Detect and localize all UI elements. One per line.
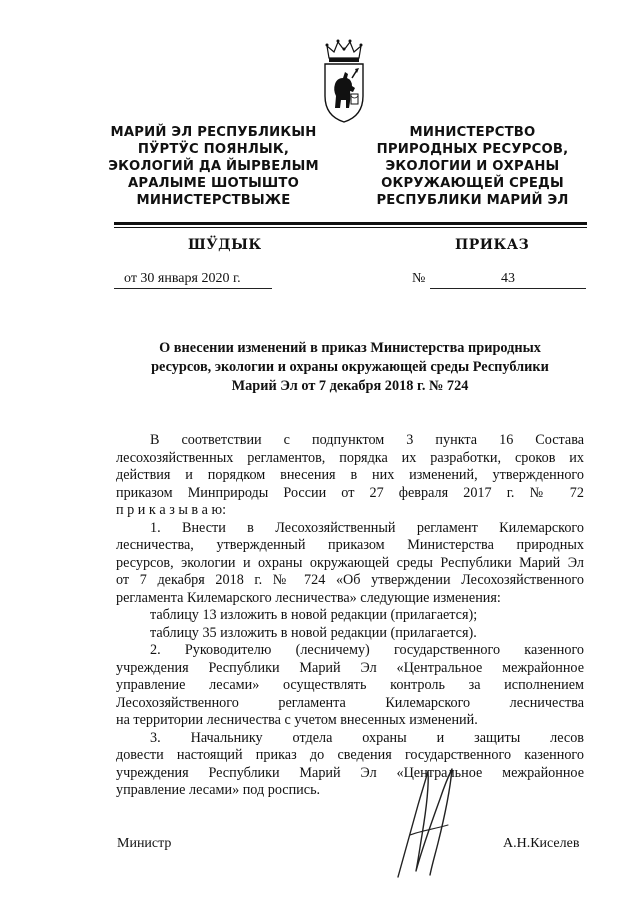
title-line: Марий Эл от 7 декабря 2018 г. № 724	[231, 378, 469, 394]
doc-kind-marian: ШӰДЫК	[188, 237, 262, 253]
order-date: от 30 января 2020 г.	[124, 271, 241, 286]
body-line: от 7 декабря 2018 г. № 724 «Об утверждении Лесохозяйственного	[116, 572, 584, 588]
body-line: таблицу 13 изложить в новой редакции (прилагается);	[150, 607, 478, 623]
body-line: 2. Руководителю (лесничему) государственного казенного	[150, 642, 584, 658]
body-line: управление лесами» под роспись.	[116, 782, 321, 798]
header-right-line: ОКРУЖАЮЩЕЙ СРЕДЫ	[381, 176, 564, 191]
body-line: 3. Начальнику отдела охраны и защиты лесов	[150, 729, 584, 746]
header-left-line: АРАЛЫМЕ ШОТЫШТО	[127, 176, 300, 191]
header-left-line: ПӰРТӰС ПОЯНЛЫК,	[137, 142, 290, 157]
signatory-position: Министр	[117, 836, 172, 851]
handwritten-signature	[392, 765, 462, 883]
title-line: ресурсов, экологии и охраны окружающей среды Республики	[151, 359, 549, 375]
body-line: таблицу 35 изложить в новой редакции (прилагается).	[150, 624, 477, 641]
header-left-line: ЭКОЛОГИЙ ДА ЙЫРВЕЛЫМ	[108, 159, 319, 174]
body-line: регламента Килемарского лесничества» следующие изменения:	[116, 589, 501, 606]
header-right-line: ПРИРОДНЫХ РЕСУРСОВ,	[376, 142, 569, 157]
order-body	[116, 432, 584, 800]
header-left-line: МИНИСТЕРСТВЫЖЕ	[136, 193, 291, 208]
body-line: ресурсов, экологии и охраны окружающей среды Республики Марий Эл	[116, 554, 584, 571]
header-left-line: МАРИЙ ЭЛ РЕСПУБЛИКЫН	[110, 125, 317, 140]
body-line: В соответствии с подпунктом 3 пункта 16 Состава	[150, 432, 584, 448]
header-right-line: ЭКОЛОГИИ И ОХРАНЫ	[385, 159, 560, 174]
header-left-marian	[96, 124, 331, 209]
coat-of-arms-emblem	[321, 38, 367, 124]
body-line: лесничества, утвержденный приказом Министерства природных	[116, 537, 584, 553]
header-right-russian	[355, 124, 590, 209]
body-line: 1. Внести в Лесохозяйственный регламент Килемарского	[150, 519, 584, 536]
body-line: действия и порядком внесения в них изменений, утвержденного	[116, 467, 584, 483]
doc-kind-russian: ПРИКАЗ	[455, 237, 530, 253]
signatory-name: А.Н.Киселев	[503, 836, 580, 851]
body-line: управление лесами» осуществлять контроль за исполнением	[116, 677, 584, 693]
header-right-line: МИНИСТЕРСТВО	[409, 125, 536, 140]
body-line: учреждения Республики Марий Эл «Центральное межрайонное	[116, 659, 584, 676]
body-line: п р и к а з ы в а ю:	[116, 502, 227, 518]
body-line: учреждения Республики Марий Эл «Центральное межрайонное	[116, 764, 584, 781]
body-line: на территории лесничества с учетом внесенных изменений.	[116, 712, 478, 728]
number-underline	[430, 288, 586, 289]
title-line: О внесении изменений в приказ Министерства природных	[159, 340, 541, 356]
body-line: довести настоящий приказ до сведения государственного казенного	[116, 747, 584, 763]
number-sign: №	[412, 271, 426, 286]
body-line: Лесохозяйственного регламента Килемарского лесничества	[116, 694, 584, 711]
body-line: приказом Минприроды России от 27 февраля 2017 г. № 72	[116, 484, 584, 501]
date-underline	[114, 288, 272, 289]
body-line: лесохозяйственных регламентов, порядка их разработки, сроков их	[116, 449, 584, 466]
header-divider-thin	[114, 227, 587, 228]
order-number: 43	[501, 271, 515, 286]
header-divider-thick	[114, 222, 587, 225]
header-right-line: РЕСПУБЛИКИ МАРИЙ ЭЛ	[376, 193, 569, 208]
order-title	[110, 339, 590, 396]
